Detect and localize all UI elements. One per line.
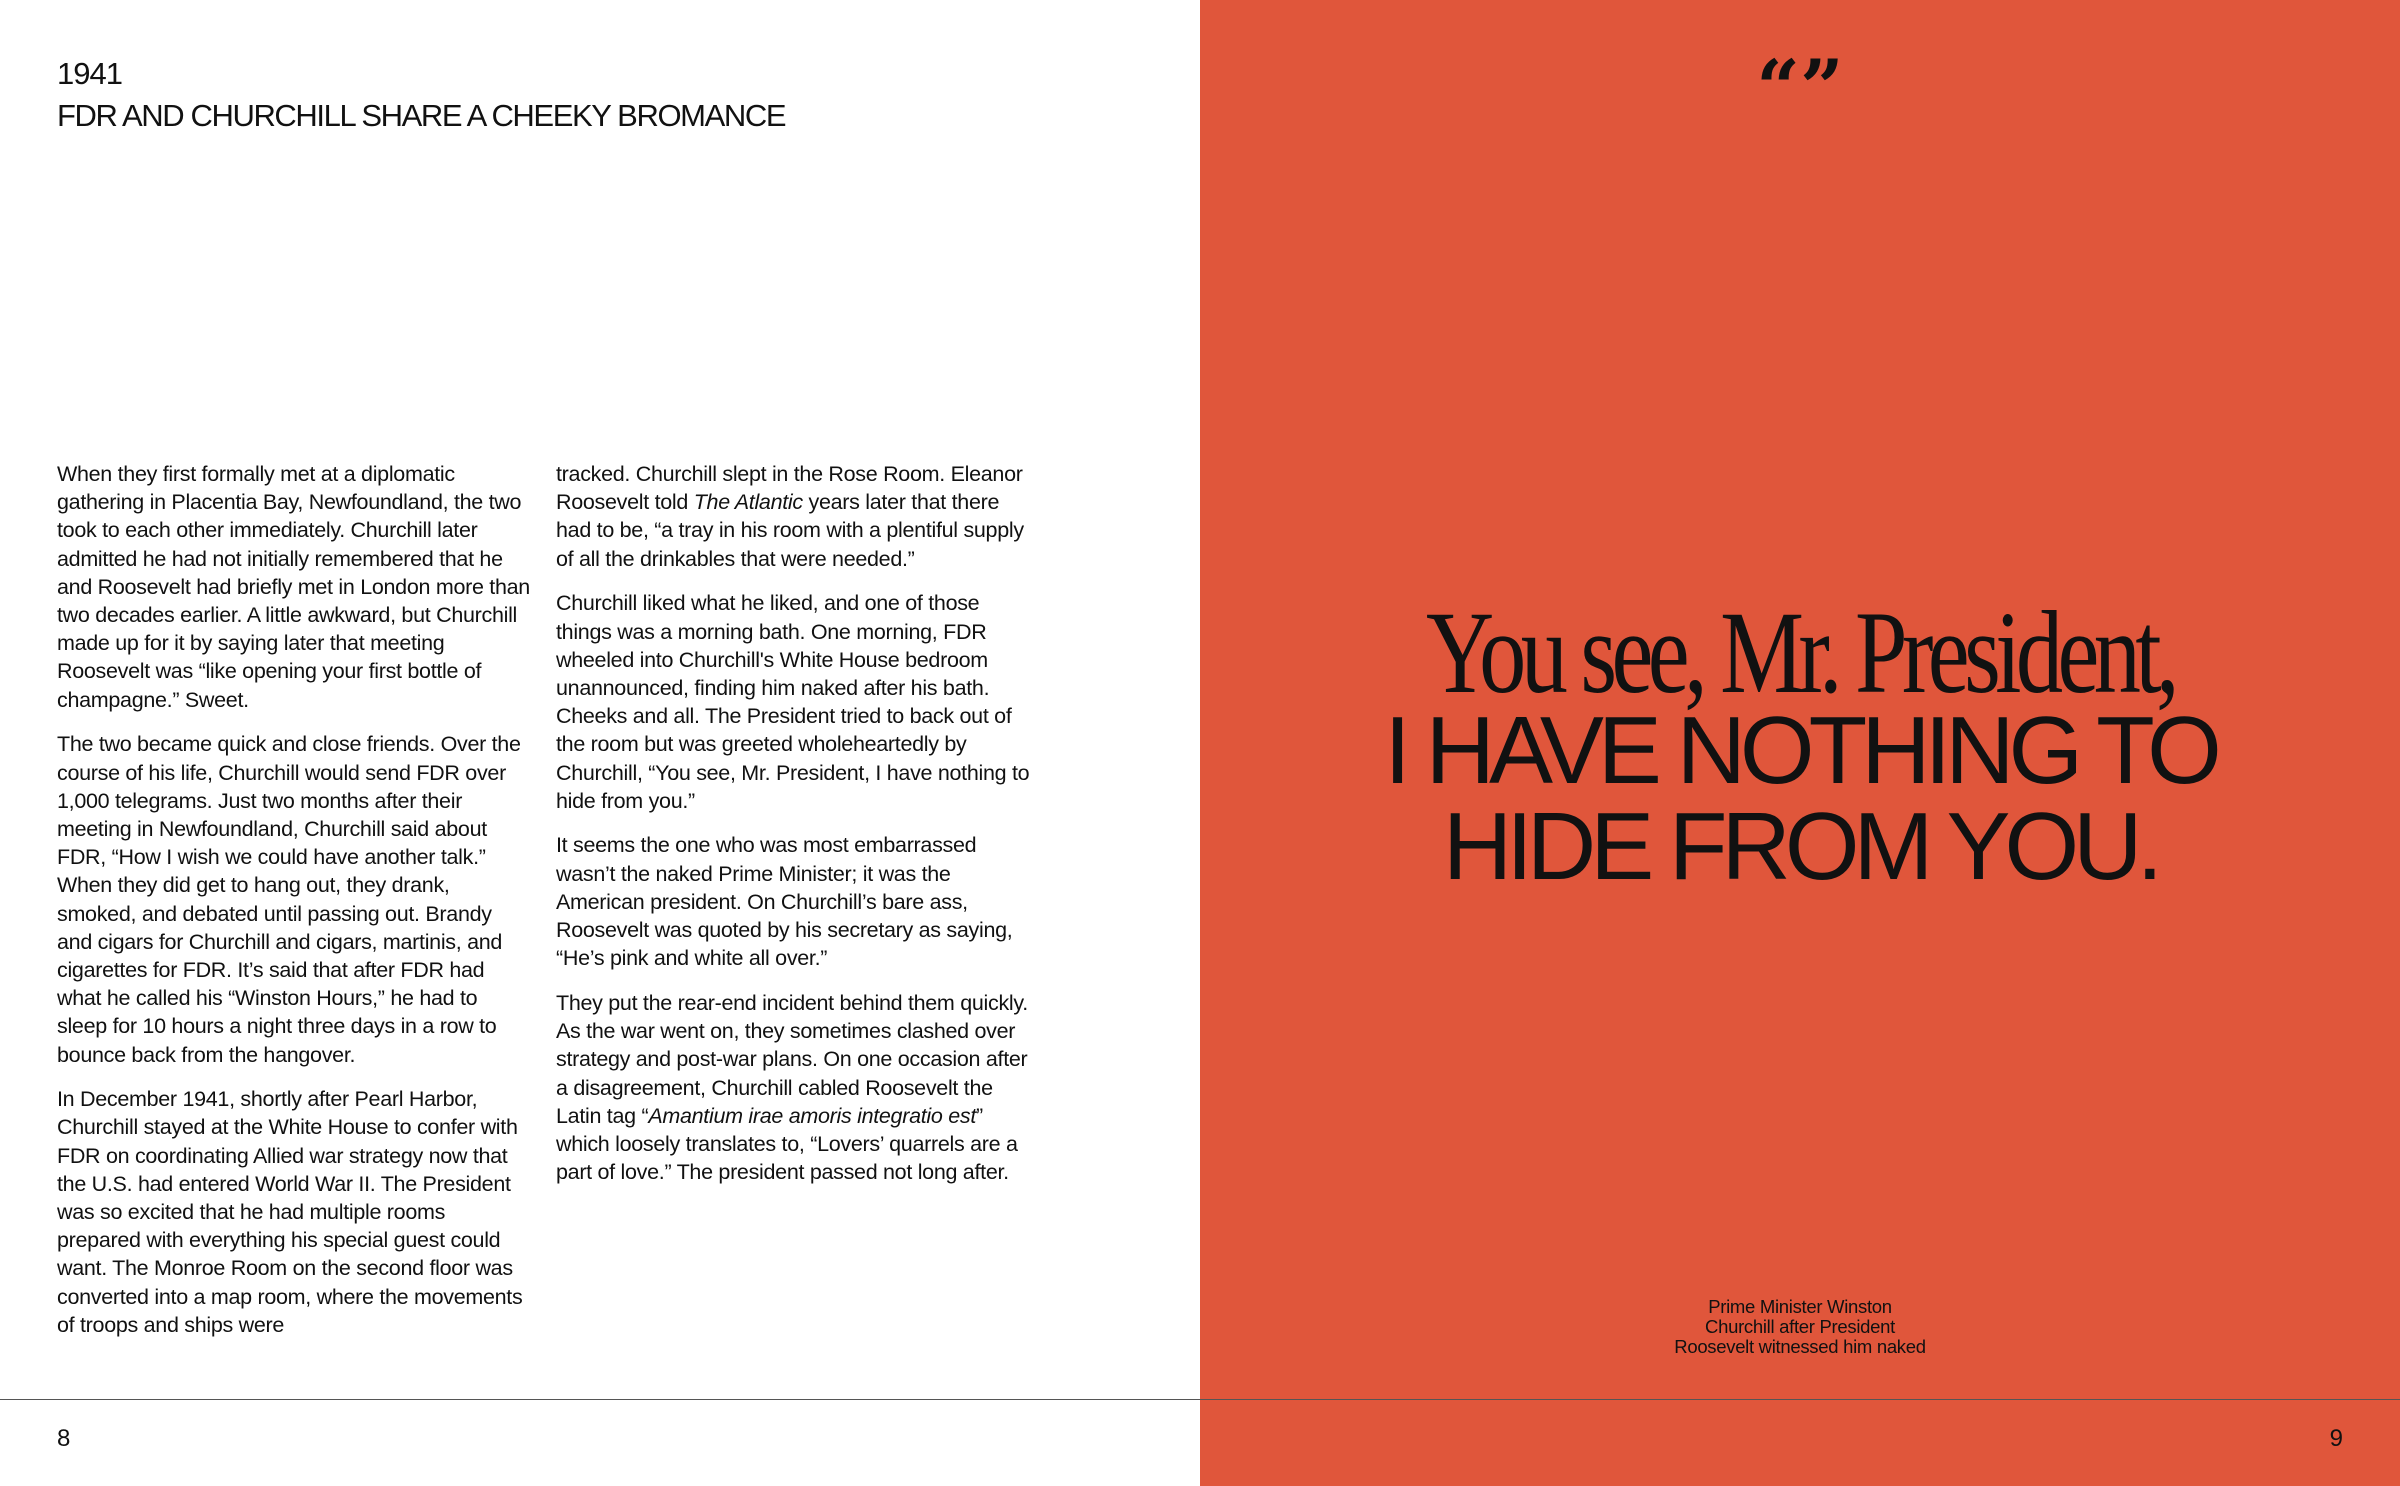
body-paragraph [556, 460, 1036, 573]
quote-mark-icon: “” [1756, 43, 1844, 132]
body-paragraph: It seems the one who was most embarrassed wasn’t the naked Prime Minister; it was the American president. On Churchill’s bare ass, Roosevelt was quoted by his secretary as saying, “He’s pink and white all over.” [556, 833, 1013, 971]
article-headline: FDR AND CHURCHILL SHARE A CHEEKY BROMANCE [57, 98, 786, 133]
right-page [1200, 0, 2400, 1486]
caption-line: Prime Minister Winston [1708, 1296, 1892, 1317]
quote-caption [1200, 1297, 2400, 1357]
pull-quote-caps [1200, 697, 2400, 900]
pull-quote-serif-line: You see, Mr. President, [1426, 587, 2174, 718]
body-column-2 [556, 460, 1036, 1203]
caption-line: Churchill after President [1705, 1316, 1895, 1337]
footer-divider [0, 1399, 2400, 1400]
italic-latin-phrase: Amantium irae amoris integratio est [648, 1103, 976, 1128]
body-paragraph: The two became quick and close friends. Over the course of his life, Churchill would send FDR over 1,000 telegrams. Just two months after their meeting in Newfoundland, Churchill said about FDR, “How I wish we could have another talk.” When they did get to hang out, they drank, smoked, and debated until passing out. Brandy and cigars for Churchill and cigars, martinis, and cigarettes for FDR. It’s said that after FDR had what he called his “Winston Hours,” he had to sleep for 10 hours a night three days in a row to bounce back from the hangover. [57, 732, 521, 1067]
body-paragraph: In December 1941, shortly after Pearl Harbor, Churchill stayed at the White House to confer with FDR on coordinating Allied war strategy now that the U.S. had entered World War II. The President was so excited that he had multiple rooms prepared with everything his special guest could want. The Monroe Room on the second floor was converted into a map room, where the movements of troops and ships were [57, 1087, 523, 1337]
pull-quote-caps-line: I HAVE NOTHING TO [1384, 697, 2216, 804]
italic-title: The Atlantic [693, 490, 803, 515]
page-number-left: 8 [57, 1425, 71, 1452]
body-paragraph: When they first formally met at a diplomatic gathering in Placentia Bay, Newfoundland, the two took to each other immediately. Churchill later admitted he had not initially remembered that he and Roosevelt had briefly met in London more than two decades earlier. A little awkward, but Churchill made up for it by saying later that meeting Roosevelt was “like opening your first bottle of champagne.” Sweet. [57, 462, 530, 712]
section-year: 1941 [57, 56, 122, 91]
text-run: ” which loosely translates to, “Lovers’ quarrels are a part of love.” The president passed not long after. [556, 1103, 1018, 1185]
body-column-1 [57, 460, 532, 1356]
body-paragraph [556, 989, 1036, 1186]
text-run: They put the rear-end incident behind them quickly. As the war went on, they sometimes clashed over strategy and post-war plans. On one occasion after a disagreement, Churchill cabled Roosevelt the Latin tag “ [556, 990, 1028, 1128]
page-number-right: 9 [2329, 1425, 2343, 1452]
caption-line: Roosevelt witnessed him naked [1674, 1336, 1926, 1357]
pull-quote-caps-line: HIDE FROM YOU. [1442, 793, 2158, 900]
text-run: tracked. Churchill slept in the Rose Room. Eleanor Roosevelt told [556, 462, 1023, 515]
text-run: years later that there had to be, “a tray in his room with a plentiful supply of all the drinkables that were needed.” [556, 490, 1024, 571]
body-paragraph: Churchill liked what he liked, and one of those things was a morning bath. One morning, FDR wheeled into Churchill's White House bedroom unannounced, finding him naked after his bath. Cheeks and all. The President tried to back out of the room but was greeted wholeheartedly by Churchill, “You see, Mr. President, I have nothing to hide from you.” [556, 591, 1030, 813]
